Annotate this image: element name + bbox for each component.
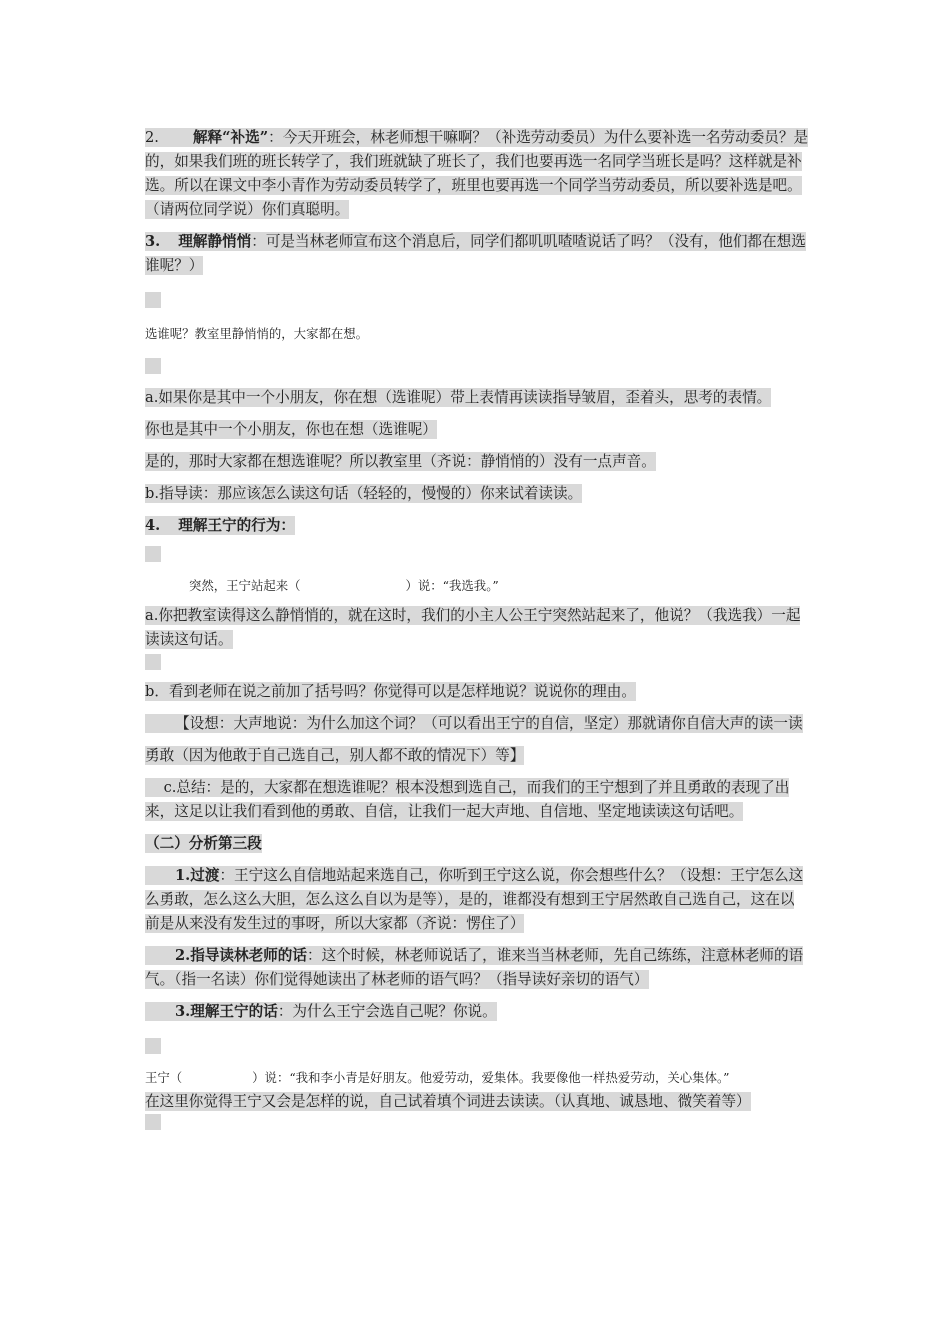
item-text: ：王宁这么自信地站起来选自己，你听到王宁这么说，你会想些什么？（设想：王宁怎么这么勇敢，怎么这么大胆，怎么这么自以为是等），是的，谁都没有想到王宁居然敢自己选自己，这在以前是从来没有发生过的事呀，所以大家都（齐说：愣住了） [145,867,804,932]
item-text: ：今天开班会，林老师想干嘛啊？（补选劳动委员）为什么要补选一名劳动委员？是的，如果我们班的班长转学了，我们班就缺了班长了，我们也要再选一名同学当班长是吗？这样就是补选。所以在课文中李小青作为劳动委员转学了，班里也要再选一个同学当劳动委员，所以要补选是吧。（请两位同学说）你们真聪明。 [145,129,809,218]
quote-text-3: 王宁（ ）说：“我和李小青是好朋友。他爱劳动，爱集体。我要像他一样热爱劳动，关心集体。” [145,1070,730,1085]
item-text: ：这个时候，林老师说话了，谁来当当林老师，先自己练练，注意林老师的语气。（指一名读）你们觉得她读出了林老师的语气吗？（指导读好亲切的语气） [145,947,804,988]
paragraph-understand-wangning [145,514,809,538]
section-heading-part-three: （二）分析第三段 [145,835,262,852]
image-placeholder-icon [145,1114,161,1130]
quote-text-2: 突然，王宁站起来（ ）说：“我选我。” [189,578,499,593]
paragraph-brave: 勇敢（因为他敢于自己选自己，别人都不敢的情况下）等】 [145,747,525,764]
paragraph-suppose: 【设想：大声地说：为什么加这个词？（可以看出王宁的自信，坚定）那就请你自信大声的读一读 [145,712,809,736]
paragraph-a-think: a.如果你是其中一个小朋友，你在想（选谁呢）带上表情再读读指导皱眉，歪着头，思考的表情。 [145,389,772,406]
item-heading: 理解静悄悄 [178,233,252,250]
paragraph-c-summary: c.总结：是的，大家都在想选谁呢？根本没想到选自己，而我们的王宁想到了并且勇敢的表现了出来，这足以让我们看到他的勇敢、自信，让我们一起大声地、自信地、坚定地读读这句话吧。 [145,779,790,820]
paragraph-quiet-classroom: 是的，那时大家都在想选谁呢？所以教室里（齐说：静悄悄的）没有一点声音。 [145,453,656,470]
paragraph-understand-jingqiaoqiao [145,230,809,278]
document-page [145,124,809,1130]
image-placeholder-icon [145,358,161,374]
item-heading: 解释“补选” [192,129,269,146]
paragraph-you-also-think: 你也是其中一个小朋友，你也在想（选谁呢） [145,421,437,438]
quote-text-1: 选谁呢？教室里静悄悄的，大家都在想。 [145,326,369,341]
item-text: ：可是当林老师宣布这个消息后，同学们都叽叽喳喳说话了吗？（没有，他们都在想选谁呢？） [145,233,806,274]
paragraph-teacher-words [145,944,809,992]
paragraph-b-brackets: b．看到老师在说之前加了括号吗？你觉得可以是怎样地说？说说你的理由。 [145,683,636,700]
image-placeholder-icon [145,654,161,670]
paragraph-fill-word: 在这里你觉得王宁又会是怎样的说，自己试着填个词进去读读。（认真地、诚恳地、微笑着等） [145,1093,751,1110]
item-text: ：为什么王宁会选自己呢？你说。 [277,1003,497,1020]
image-placeholder-icon [145,546,161,562]
item-heading: 2.指导读林老师的话 [175,947,307,964]
item-heading: 3.理解王宁的话 [175,1003,278,1020]
item-heading: 1.过渡 [175,867,220,884]
item-number: 4. [145,517,161,534]
paragraph-explain-buxuan [145,126,809,222]
paragraph-transition [145,864,809,936]
paragraph-a-stand-up: a.你把教室读得这么静悄悄的，就在这时，我们的小主人公王宁突然站起来了，他说？（我选我）一起读读这句话。 [145,607,801,648]
paragraph-b-guide-read: b.指导读：那应该怎么读这句话（轻轻的，慢慢的）你来试着读读。 [145,485,583,502]
paragraph-wangning-words [145,1000,809,1024]
item-heading: 理解王宁的行为： [178,517,296,534]
image-placeholder-icon [145,1038,161,1054]
item-number: 3. [145,233,161,250]
item-number: 2. [145,129,159,146]
image-placeholder-icon [145,292,161,308]
